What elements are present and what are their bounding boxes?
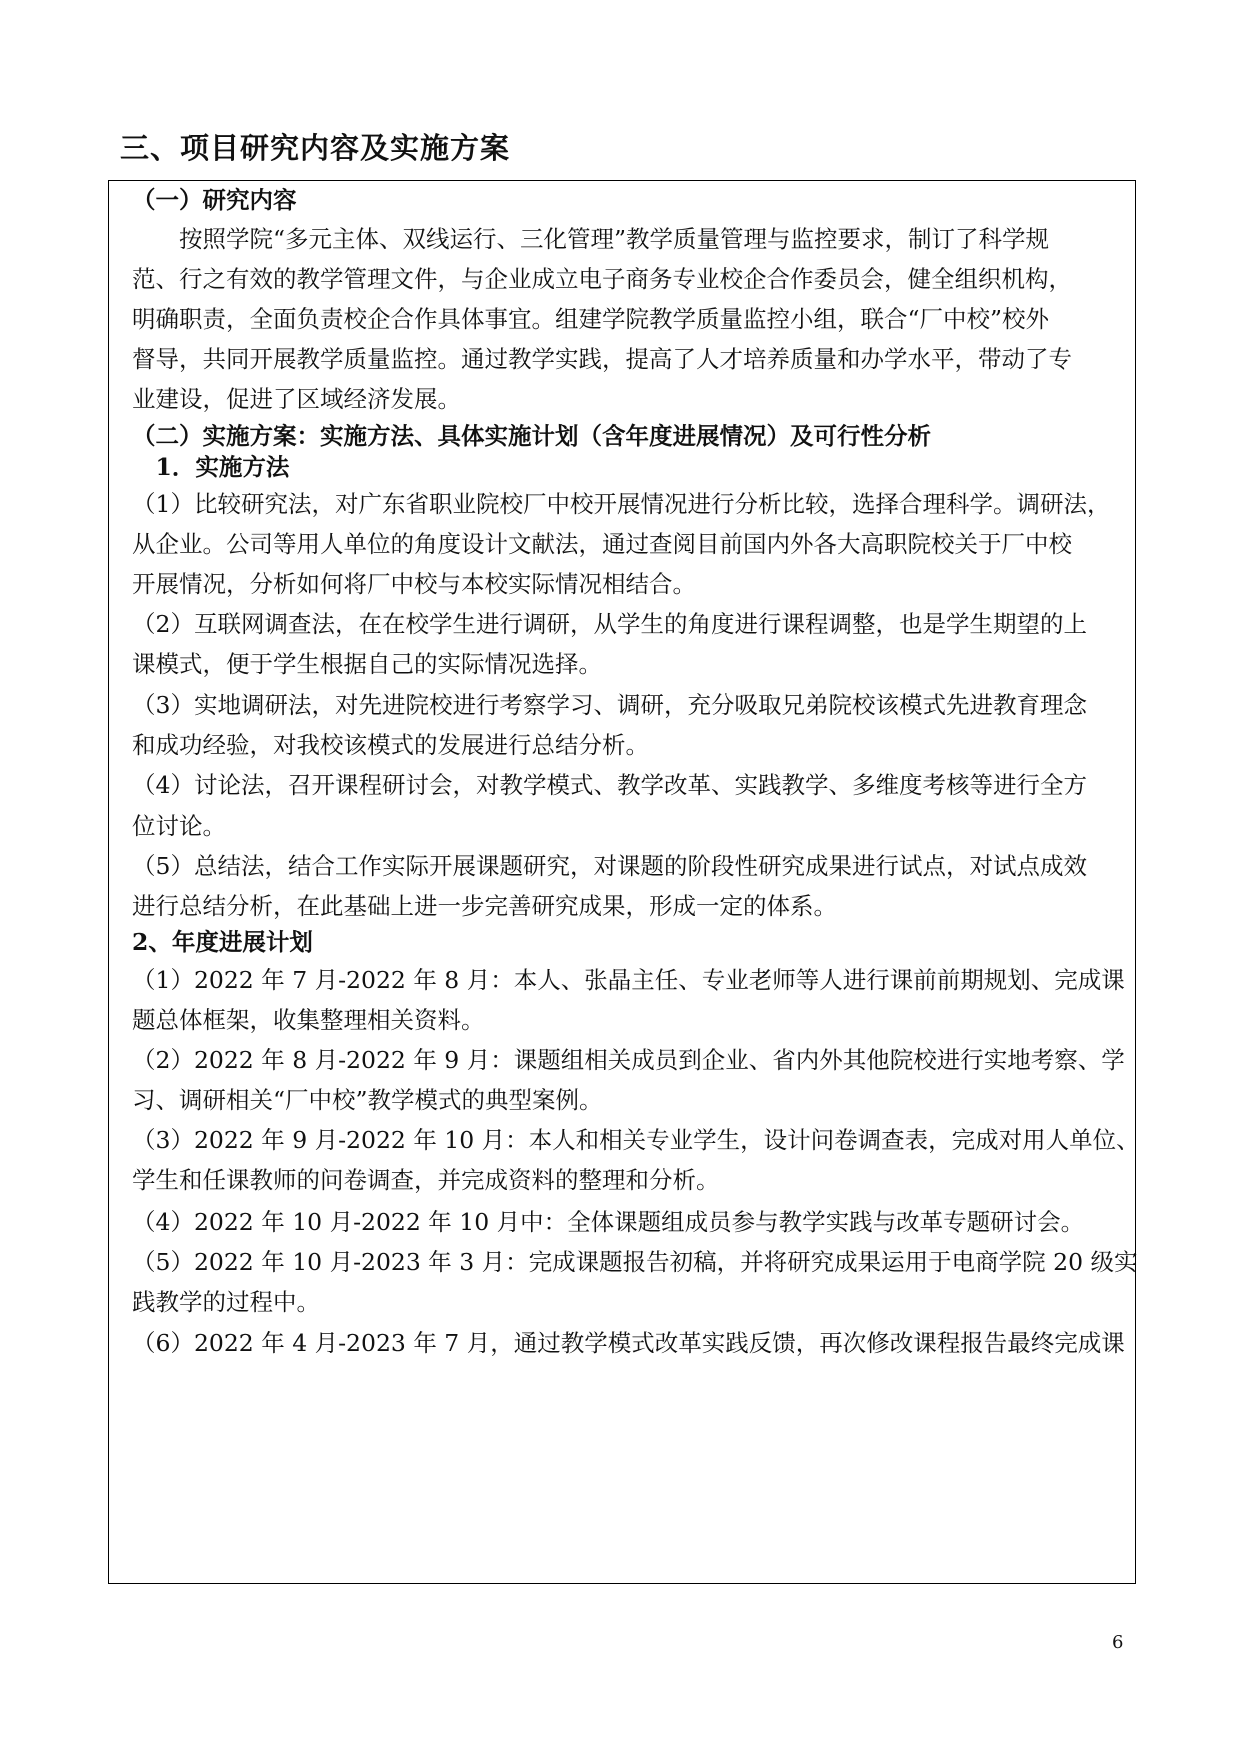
paragraph-line: 课模式，便于学生根据自己的实际情况选择。 (132, 650, 602, 678)
section-title: 三、项目研究内容及实施方案 (120, 131, 511, 165)
paragraph-line: 习、调研相关“厂中校”教学模式的典型案例。 (132, 1086, 603, 1114)
paragraph-line: 按照学院“多元主体、双线运行、三化管理”教学质量管理与监控要求，制订了科学规 (132, 225, 1050, 253)
paragraph-line: 业建设，促进了区域经济发展。 (132, 385, 461, 413)
paragraph-line: （5）2022 年 10 月-2023 年 3 月：完成课题报告初稿，并将研究成果运用于电商学院 20 级实 (132, 1248, 1138, 1276)
paragraph-line: （6）2022 年 4 月-2023 年 7 月，通过教学模式改革实践反馈，再次修改课程报告最终完成课 (132, 1329, 1125, 1357)
paragraph-line: 进行总结分析，在此基础上进一步完善研究成果，形成一定的体系。 (132, 892, 837, 920)
section-heading-line: 2、年度进展计划 (132, 928, 313, 956)
section-heading-line: （二）实施方案：实施方法、具体实施计划（含年度进展情况）及可行性分析 (132, 422, 931, 450)
paragraph-line: 和成功经验，对我校该模式的发展进行总结分析。 (132, 731, 649, 759)
paragraph-line: （4）2022 年 10 月-2022 年 10 月中：全体课题组成员参与教学实践与改革专题研讨会。 (132, 1208, 1085, 1236)
paragraph-line: 明确职责，全面负责校企合作具体事宜。组建学院教学质量监控小组，联合“厂中校”校外 (132, 305, 1050, 333)
page-number: 6 (1112, 1632, 1124, 1653)
paragraph-line: （2）互联网调查法，在在校学生进行调研，从学生的角度进行课程调整，也是学生期望的上 (132, 610, 1087, 638)
paragraph-line: 题总体框架，收集整理相关资料。 (132, 1006, 485, 1034)
paragraph-line: 位讨论。 (132, 812, 226, 840)
paragraph-line: 开展情况，分析如何将厂中校与本校实际情况相结合。 (132, 570, 696, 598)
paragraph-line: 践教学的过程中。 (132, 1288, 320, 1316)
paragraph-line: （1）比较研究法，对广东省职业院校厂中校开展情况进行分析比较，选择合理科学。调研法， (132, 490, 1111, 518)
paragraph-line: 学生和任课教师的问卷调查，并完成资料的整理和分析。 (132, 1166, 720, 1194)
paragraph-line: （5）总结法，结合工作实际开展课题研究，对课题的阶段性研究成果进行试点，对试点成效 (132, 852, 1087, 880)
section-heading-line: 1．实施方法 (132, 453, 290, 481)
section-heading-line: （一）研究内容 (132, 186, 297, 214)
paragraph-line: 范、行之有效的教学管理文件，与企业成立电子商务专业校企合作委员会，健全组织机构， (132, 265, 1072, 293)
paragraph-line: （4）讨论法，召开课程研讨会，对教学模式、教学改革、实践教学、多维度考核等进行全方 (132, 771, 1087, 799)
paragraph-line: （3）实地调研法，对先进院校进行考察学习、调研，充分吸取兄弟院校该模式先进教育理念 (132, 691, 1087, 719)
paragraph-line: 从企业。公司等用人单位的角度设计文献法，通过查阅目前国内外各大高职院校关于厂中校 (132, 530, 1072, 558)
paragraph-line: 督导，共同开展教学质量监控。通过教学实践，提高了人才培养质量和办学水平，带动了专 (132, 345, 1072, 373)
paragraph-line: （2）2022 年 8 月-2022 年 9 月：课题组相关成员到企业、省内外其他院校进行实地考察、学 (132, 1046, 1125, 1074)
paragraph-line: （3）2022 年 9 月-2022 年 10 月：本人和相关专业学生，设计问卷调查表，完成对用人单位、 (132, 1126, 1140, 1154)
paragraph-line: （1）2022 年 7 月-2022 年 8 月：本人、张晶主任、专业老师等人进行课前前期规划、完成课 (132, 966, 1125, 994)
